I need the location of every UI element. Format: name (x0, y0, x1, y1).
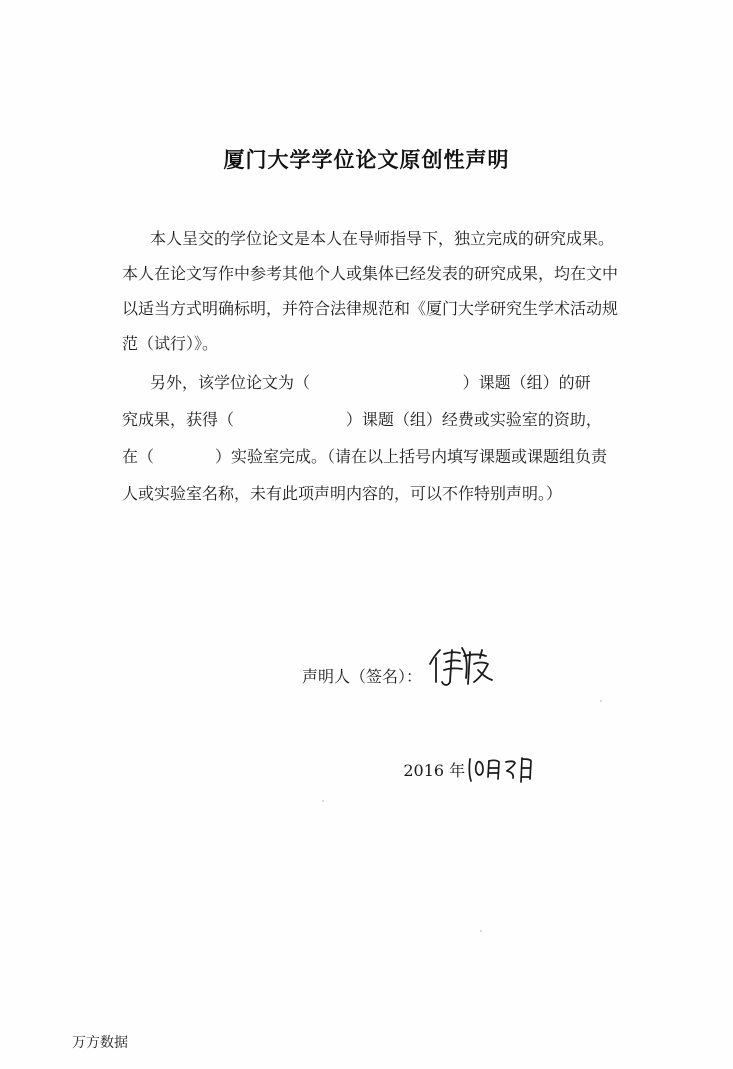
date-year: 2016 年 (403, 760, 466, 780)
scan-speck (600, 700, 602, 702)
signature-label: 声明人（签名）： (302, 667, 423, 686)
handwritten-signature (426, 642, 496, 692)
paragraph-1-line-2: 本人在论文写作中参考其他个人或集体已经发表的研究成果，均在文中 (122, 264, 619, 283)
paragraph-1-line-3: 以适当方式明确标明，并符合法律规范和《厦门大学研究生学术活动规 (122, 299, 619, 318)
date-line (383, 736, 541, 780)
footer-watermark: 万方数据 (72, 1035, 128, 1051)
scan-speck (480, 930, 482, 932)
handwritten-date (467, 755, 541, 783)
paragraph-1-line-1: 本人呈交的学位论文是本人在导师指导下，独立完成的研究成果。 (150, 229, 615, 248)
paragraph-1-line-4: 范（试行）》。 (122, 334, 219, 353)
page-title: 厦门大学学位论文原创性声明 (223, 148, 510, 172)
paragraph-2-line-4: 人或实验室名称，未有此项声明内容的，可以不作特别声明。） (122, 484, 563, 503)
paragraph-2-line-2: 究成果，获得（ ）课题（组）经费或实验室的资助， (122, 410, 602, 429)
paragraph-2-line-1: 另外，该学位论文为（ ）课题（组）的研 (150, 373, 591, 392)
scan-speck (322, 800, 324, 802)
paragraph-2-line-3: 在（ ）实验室完成。（请在以上括号内填写课题或课题组负责 (122, 447, 608, 466)
